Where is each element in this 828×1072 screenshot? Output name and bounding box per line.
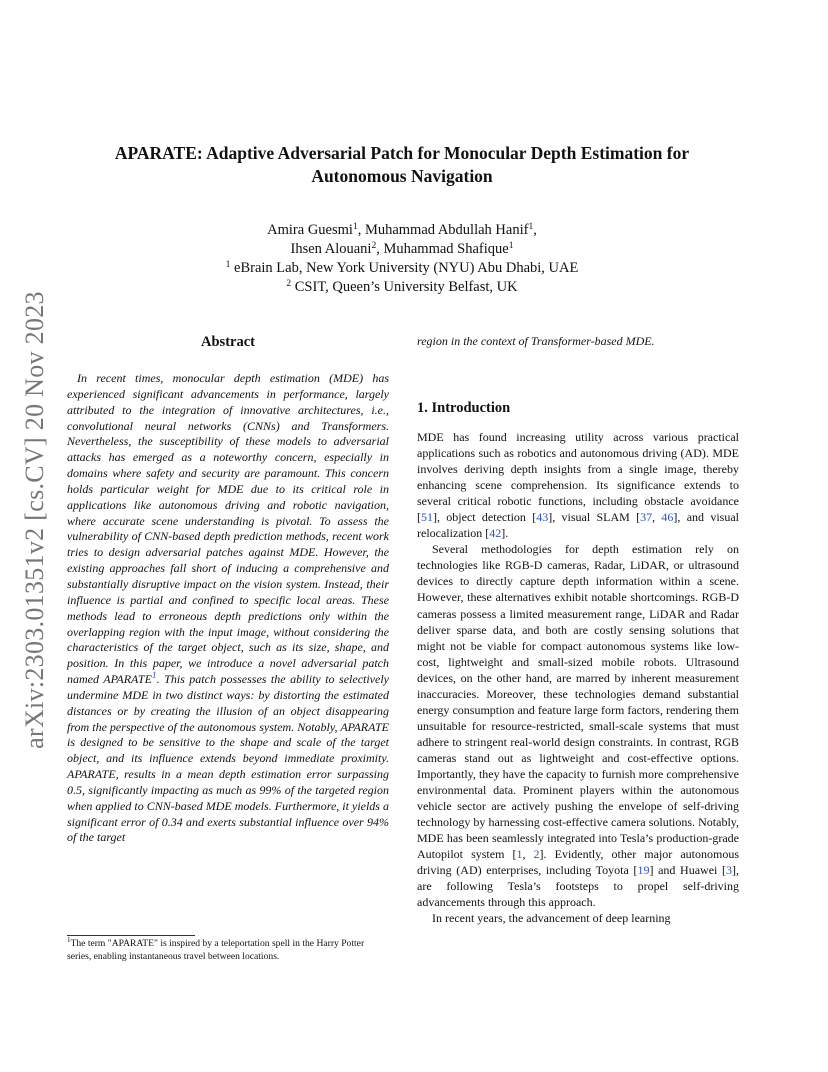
abstract-body: In recent times, monocular depth estimation (MDE) has experienced significant advancements in performance, largely attributed to the integration of innovative architectures, i.e., convolutional neural networks (CNNs) and Transformers. Nevertheless, the susceptibility of these models to adversarial attacks has emerged as a noteworthy concern, especially in domains where safety and security are paramount. This concern holds particular weight for MDE due to its critical role in applications like autonomous driving and robotic navigation, where accurate scene understanding is pivotal. To assess the vulnerability of CNN-based depth prediction methods, recent work tries to design adversarial patches against MDE. However, the existing approaches fall short of inducing a comprehensive and substantially disruptive impact on the vision system. Instead, their influence is partial and confined to specific local areas. These methods lead to erroneous depth predictions only within the overlapping region with the input image, without considering the characteristics of the target object, such as its size, shape, and position. In this paper, we introduce a novel adversarial patch named APARATE	[67, 371, 389, 687]
section-heading-introduction: 1. Introduction	[417, 400, 511, 416]
author-name: , Muhammad Abdullah Hanif	[357, 222, 529, 238]
footnote-text: The term "APARATE" is inspired by a teleportation spell in the Harry Potter series, enabling instantaneous travel between locations.	[67, 938, 365, 962]
affiliation-2	[120, 278, 684, 297]
affiliation-mark: 2	[371, 241, 377, 251]
text-run: ].	[501, 526, 509, 541]
citation-link[interactable]: 37	[640, 510, 653, 525]
abstract-text	[67, 371, 389, 846]
author-name: , Muhammad Shafique	[376, 241, 509, 257]
text-run: ,	[652, 510, 662, 525]
affiliation-1	[120, 259, 684, 278]
footnote	[67, 938, 389, 963]
affiliation-text: CSIT, Queen’s University Belfast, UK	[291, 279, 518, 295]
footnote-ref[interactable]: 1	[151, 671, 157, 682]
author-name: Amira Guesmi	[267, 222, 353, 238]
text-run: Several methodologies for depth estimation rely on technologies like RGB-D cameras, Radar, LiDAR, or ultrasound devices to directly capture depth information within a scene. However, these alternatives exhibit notable shortcomings. RGB-D cameras possess a limited measurement range, LiDAR and Radar deliver sparse data, and both are costly sensing solutions that might not be viable for compact autonomous systems like low-cost, lightweight and small-sized mobile robots. Ultrasound devices, on the other hand, are marred by inherent measurement inaccuracies. Moreover, these technologies demand substantial energy consumption and feature large form factors, rendering them unsuitable for resource-restricted, small-scale systems that must adhere to stringent real-world design constraints. In contrast, RGB cameras stand out as lightweight and cost-effective options. Importantly, they have the capacity to furnish more comprehensive environmental data. Prominent players within the autonomous vehicle sector are actively pushing the envelope of self-driving technology by harnessing cost-effective camera solutions. Notably, MDE has been seamlessly integrated into Tesla’s production-grade Autopilot system [	[417, 542, 739, 862]
abstract-body-cont: . This patch possesses the ability to selectively undermine MDE in two distinct ways: by distorting the estimated distances or by creating the illusion of an object disappearing from the perspective of the autonomous system. Notably, APARATE is designed to be sensitive to the shape and scale of the target object, and its influence extends beyond immediate proximity. APARATE, results in a mean depth estimation error surpassing 0.5, significantly impacting as much as 99% of the targeted region when applied to CNN-based MDE models. Furthermore, it yields a significant error of 0.34 and exerts substantial influence over 94% of the target	[67, 672, 389, 845]
author-block	[120, 221, 684, 297]
citation-link[interactable]: 19	[637, 863, 650, 878]
citation-link[interactable]: 1	[516, 847, 523, 862]
citation-link[interactable]: 42	[489, 526, 502, 541]
affiliation-mark: 1	[528, 222, 534, 232]
citation-link[interactable]: 46	[661, 510, 674, 525]
abstract-heading: Abstract	[201, 334, 255, 350]
text-run: ]. Evidently, other major autonomous driving (AD) enterprises, including Toyota [	[417, 847, 740, 878]
title-line-1: APARATE: Adaptive Adversarial Patch for Monocular Depth Estimation for	[114, 143, 690, 163]
affiliation-mark: 1	[508, 241, 514, 251]
affiliation-mark: 2	[286, 279, 292, 289]
text-run: ], object detection [	[433, 510, 537, 525]
citation-link[interactable]: 43	[536, 510, 549, 525]
author-separator: ,	[533, 222, 537, 238]
author-line-2	[120, 240, 684, 259]
citation-link[interactable]: 2	[533, 847, 540, 862]
citation-link[interactable]: 3	[726, 863, 732, 878]
text-run: ] and Huawei [	[649, 863, 726, 878]
left-column	[67, 333, 389, 846]
footnote-mark: 1	[67, 936, 71, 944]
citation-link[interactable]: 51	[421, 510, 433, 525]
text-run: MDE has found increasing utility across various practical applications such as robotics and autonomous driving (AD). MDE involves deriving depth insights from a single image, thereby enhancing scene comprehension. Its significance extends to several critical robotic functions, including obstacle avoidance [	[417, 430, 739, 525]
intro-paragraph-1	[417, 429, 739, 541]
arxiv-identifier: arXiv:2303.01351v2 [cs.CV] 20 Nov 2023	[20, 291, 49, 749]
text-run: ,	[522, 847, 534, 862]
paper-title	[60, 142, 744, 188]
affiliation-mark: 1	[225, 260, 231, 270]
text-run: ], are following Tesla’s footsteps to propel self-driving advancements through this approach.	[417, 863, 739, 910]
text-run: ], visual SLAM [	[548, 510, 641, 525]
intro-paragraph-2	[417, 541, 739, 910]
right-column	[417, 333, 739, 926]
abstract-continuation: region in the context of Transformer-based MDE.	[417, 334, 655, 348]
author-name: Ihsen Alouani	[290, 241, 372, 257]
footnote-divider	[67, 935, 195, 936]
affiliation-mark: 1	[352, 222, 358, 232]
intro-paragraph-3: In recent years, the advancement of deep learning	[432, 911, 671, 926]
text-run: ], and visual relocalization [	[417, 510, 740, 541]
affiliation-text: eBrain Lab, New York University (NYU) Abu Dhabi, UAE	[230, 260, 579, 276]
title-line-2: Autonomous Navigation	[311, 166, 493, 186]
author-line-1	[120, 221, 684, 240]
